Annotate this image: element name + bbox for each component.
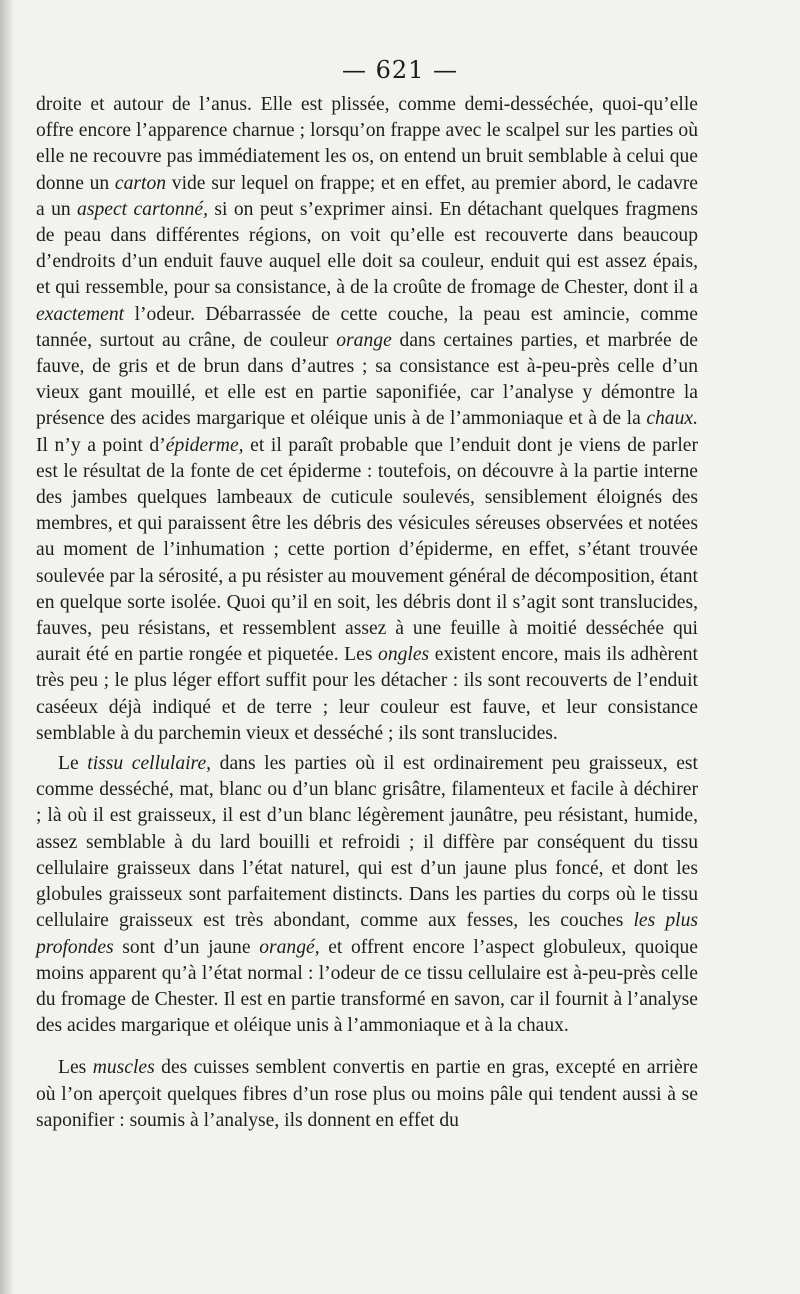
text-run: et offrent encore l’aspect globuleux, quoique moins apparent qu’à l’état normal : l’odeur de ce tissu cellulaire est à-peu-près celle du fromage de Chester. Il est en partie transformé en savon, car il fournit à l’analyse des acides margarique et oléique unis à l’ammoniaque et à la chaux.: [36, 936, 698, 1037]
paragraph-cellular-tissue: [36, 751, 698, 1039]
page-number: — 621 —: [341, 56, 459, 84]
text-run: l’odeur. Débarrassée de cette couche, la peau est amincie, comme tannée, surtout au crâne, de couleur: [36, 303, 698, 351]
text-run: Les: [58, 1057, 93, 1079]
text-run: vide sur lequel on frappe; et en effet, au premier abord, le cadavre a un: [36, 172, 698, 220]
italic-text-run: exactement: [36, 303, 125, 325]
italic-text-run: orange: [336, 329, 392, 351]
text-run: existent encore, mais ils adhèrent très peu ; le plus léger effort suffit pour les détacher : ils sont recouverts de l’enduit caséeux déjà indiqué et de terre ; leur couleur est fauve, et leur consistance semblable à du parchemin vieux et desséché ; ils sont translucides.: [36, 644, 699, 744]
text-run: dans certaines parties, et marbrée de fauve, de gris et de brun dans d’autres ; sa consistance est à-peu-près celle d’un vieux gant mouillé, et elle est en partie saponifiée, car l’analyse y démontre la présence des acides margarique et oléique unis à de l’ammoniaque et à de la: [36, 329, 698, 430]
italic-text-run: muscles: [92, 1057, 155, 1079]
text-run: Le: [58, 753, 88, 775]
italic-text-run: carton: [114, 172, 167, 194]
italic-text-run: épiderme,: [165, 434, 244, 456]
italic-text-run: les plus profondes: [36, 910, 699, 958]
text-run: dans les parties où il est ordinairement peu graisseux, est comme desséché, mat, blanc ou d’un blanc grisâtre, filamenteux et facile à déchirer ; là où il est graisseux, il est d’un blanc légèrement jaunâtre, peu résistant, humide, assez semblable à du lard bouilli et refroidi ; il diffère par conséquent du tissu cellulaire graisseux dans l’état naturel, qui est d’un jaune plus foncé, et dont les globules graisseux sont parfaitement distincts. Dans les parties du corps où le tissu cellulaire graisseux est très abondant, comme aux fesses, les couches: [36, 753, 698, 932]
text-run: si on peut s’exprimer ainsi. En détachant quelques fragmens de peau dans différentes régions, on voit qu’elle est recouverte dans beaucoup d’endroits d’un enduit fauve auquel elle doit sa couleur, enduit qui est assez épais, et qui ressemble, pour sa consistance, à de la croûte de fromage de Chester, dont il a: [36, 198, 698, 299]
italic-text-run: orangé,: [259, 936, 320, 958]
page-binding-shadow: [0, 0, 14, 1294]
body-text: [36, 92, 698, 1134]
italic-text-run: chaux.: [646, 408, 698, 430]
text-run: et il paraît probable que l’enduit dont je viens de parler est le résultat de la fonte de cet épiderme : toutefois, on découvre à la partie interne des jambes quelques lambeaux de cuticule soulevés, sensiblement éloignés des membres, et qui paraissent être les débris des vésicules séreuses observées et notées au moment de l’inhumation ; cette portion d’épiderme, en effet, s’étant trouvée soulevée par la sérosité, a pu résister au mouvement général de décomposition, étant en quelque sorte isolée. Quoi qu’il en soit, les débris dont il s’agit sont translucides, fauves, peu résistans, et ressemblent assez à une feuille à moitié desséchée qui aurait été en partie rongée et piquetée. Les: [36, 434, 698, 666]
paragraph-skin: [36, 92, 698, 747]
paragraph-muscles: [36, 1055, 698, 1134]
text-run: sont d’un jaune: [113, 936, 260, 958]
italic-text-run: tissu cellulaire,: [87, 753, 212, 775]
text-run: Il n’y a point d’: [36, 434, 166, 456]
text-run: droite et autour de l’anus. Elle est plissée, comme demi-desséchée, quoi-qu’elle offre encore l’apparence charnue ; lorsqu’on frappe avec le scalpel sur les parties où elle ne recouvre pas immédiatement les os, on entend un bruit semblable à celui que donne un: [36, 94, 698, 194]
italic-text-run: ongles: [378, 644, 430, 666]
italic-text-run: aspect cartonné,: [77, 198, 209, 220]
text-run: des cuisses semblent convertis en partie en gras, excepté en arrière où l’on aperçoit quelques fibres d’un rose plus ou moins pâle qui tendent aussi à se saponifier : soumis à l’analyse, ils donnent en effet du: [36, 1057, 698, 1131]
